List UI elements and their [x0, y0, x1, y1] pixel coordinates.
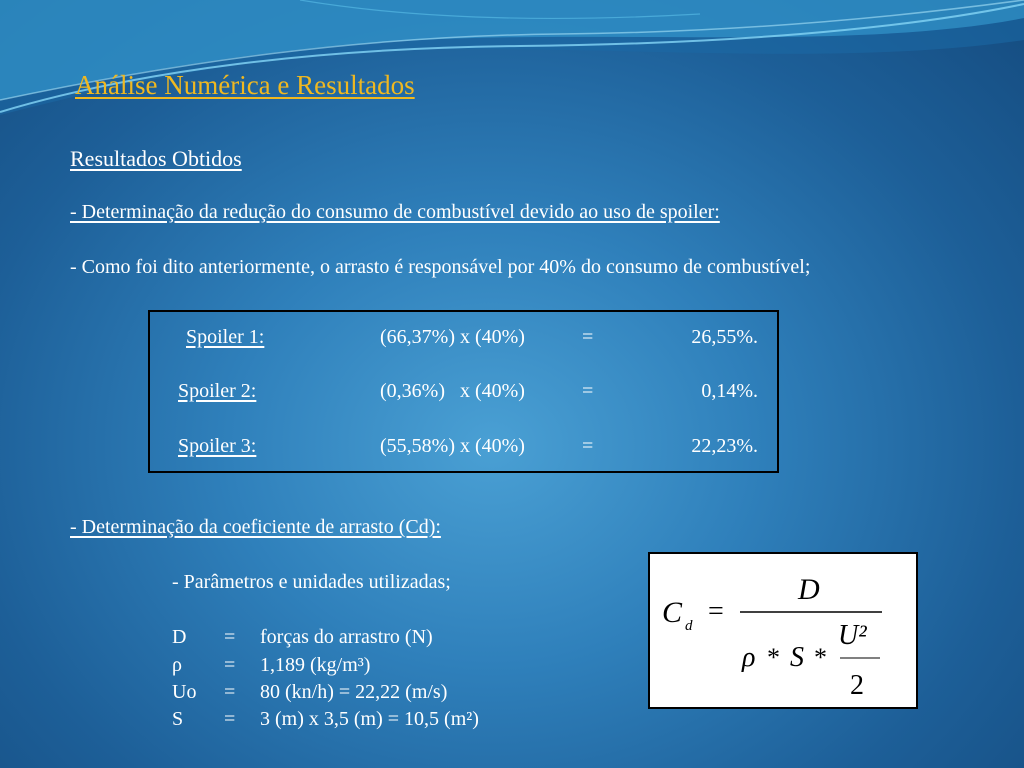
parameters-heading: - Parâmetros e unidades utilizadas;	[172, 571, 451, 593]
formula-times: *	[814, 643, 827, 672]
spoiler-result: 22,23%.	[691, 435, 758, 457]
spoiler-expression: (55,58%) x (40%)	[380, 435, 525, 457]
spoiler-equals: =	[582, 326, 594, 348]
formula-cd-subscript: d	[685, 618, 693, 634]
variable-value: forças do arrastro (N)	[260, 626, 433, 648]
formula-equals: =	[708, 596, 724, 627]
spoiler-equals: =	[582, 435, 594, 457]
section-heading-spoiler: - Determinação da redução do consumo de combustível devido ao uso de spoiler:	[70, 201, 720, 223]
formula-times: *	[767, 643, 780, 672]
section-heading-drag-coefficient: - Determinação da coeficiente de arrasto (Cd):	[70, 516, 441, 538]
spoiler-equals: =	[582, 380, 594, 402]
variable-equals: =	[224, 626, 236, 648]
variable-equals: =	[224, 654, 236, 676]
formula-numerator: D	[798, 573, 820, 606]
subtitle: Resultados Obtidos	[70, 146, 242, 171]
variable-equals: =	[224, 681, 236, 703]
formula-s: S	[790, 642, 804, 673]
formula-u-squared: U²	[838, 620, 867, 651]
formula-two: 2	[850, 670, 864, 701]
spoiler-expression: (66,37%) x (40%)	[380, 326, 525, 348]
variable-symbol: Uo	[172, 681, 197, 703]
spoiler-expression: (0,36%) x (40%)	[380, 380, 525, 402]
page-title: Análise Numérica e Resultados	[75, 70, 415, 100]
formula-cd-symbol: C	[662, 596, 683, 629]
variable-value: 80 (kn/h) = 22,22 (m/s)	[260, 681, 448, 703]
spoiler-label: Spoiler 1:	[186, 326, 265, 348]
variable-symbol: S	[172, 708, 184, 730]
spoiler-result: 0,14%.	[701, 380, 758, 402]
formula-rho: ρ	[742, 642, 756, 673]
spoiler-result: 26,55%.	[691, 326, 758, 348]
variable-symbol: ρ	[172, 654, 182, 676]
spoiler-label: Spoiler 3:	[178, 435, 257, 457]
drag-coefficient-formula	[648, 552, 918, 709]
variable-equals: =	[224, 708, 236, 730]
spoiler-label: Spoiler 2:	[178, 380, 257, 402]
variable-value: 3 (m) x 3,5 (m) = 10,5 (m²)	[260, 708, 479, 730]
variable-value: 1,189 (kg/m³)	[260, 654, 371, 676]
drag-consumption-text: - Como foi dito anteriormente, o arrasto é responsável por 40% do consumo de combustível;	[70, 256, 811, 278]
spoiler-results-box	[148, 310, 779, 473]
variable-symbol: D	[172, 626, 187, 648]
